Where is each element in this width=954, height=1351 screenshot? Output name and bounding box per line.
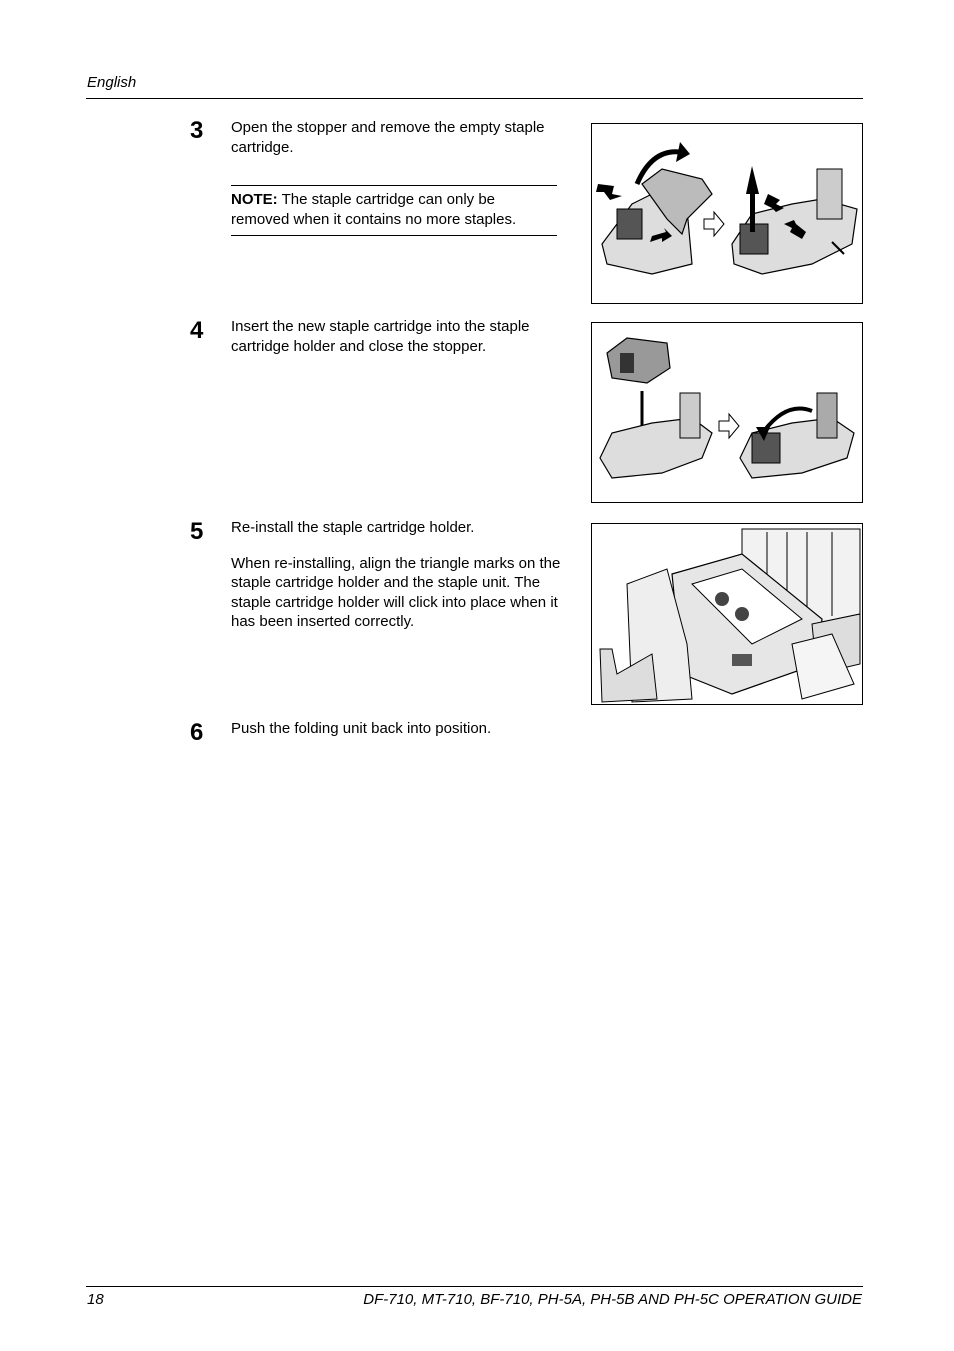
note-label: NOTE: [231, 191, 278, 208]
step-number-4: 4 [190, 317, 204, 344]
header-rule [86, 98, 863, 99]
step-4-instruction: Insert the new staple cartridge into the staple cartridge holder and close the stopper. [231, 318, 530, 355]
step-5-detail: When re-installing, align the triangle marks on the staple cartridge holder and the staple unit. The staple cartridge holder will click into place when it has been inserted correctly. [231, 554, 561, 630]
step-3-text [231, 118, 581, 157]
note-box [231, 185, 557, 236]
step-5-text [231, 518, 581, 632]
note-text: The staple cartridge can only be removed when it contains no more staples. [231, 191, 517, 228]
figure-remove-cartridge [591, 123, 863, 304]
header-language: English [87, 74, 137, 91]
step-number-5: 5 [190, 518, 204, 545]
footer-rule [86, 1286, 863, 1287]
finisher-illustration [592, 524, 862, 704]
guide-title: DF-710, MT-710, BF-710, PH-5A, PH-5B AND PH-5C OPERATION GUIDE [363, 1291, 862, 1308]
step-3-instruction: Open the stopper and remove the empty staple cartridge. [231, 119, 545, 156]
step-5-instruction: Re-install the staple cartridge holder. [231, 519, 475, 536]
step-number-3: 3 [190, 117, 204, 144]
staple-removal-illustration [592, 124, 862, 303]
figure-insert-cartridge [591, 322, 863, 503]
staple-insert-illustration [592, 323, 862, 502]
step-6-instruction: Push the folding unit back into position. [231, 720, 492, 737]
step-4-text [231, 317, 581, 356]
step-6-text [231, 719, 581, 739]
step-number-6: 6 [190, 719, 204, 746]
page-number: 18 [87, 1291, 104, 1308]
figure-reinstall-holder [591, 523, 863, 705]
